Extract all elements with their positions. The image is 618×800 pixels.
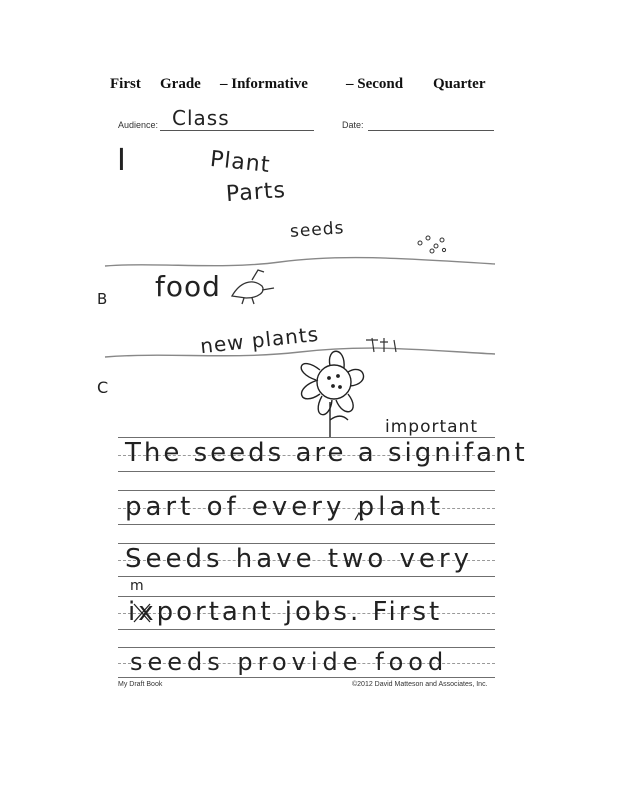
- flower-sketch-icon: [301, 351, 363, 438]
- outline-item-food: food: [155, 270, 221, 303]
- header-first: First: [110, 76, 141, 92]
- outline-letter-b: B: [97, 290, 109, 308]
- header-informative: – Informative: [220, 76, 308, 92]
- sprouts-sketch-icon: [366, 338, 396, 352]
- rule-base-4: [118, 629, 495, 630]
- outline-roman-one: I: [117, 143, 127, 178]
- wavy-separator-1: [105, 258, 495, 266]
- draft-line-4: ixportant jobs. First: [128, 597, 443, 627]
- outline-topic-line1: Plant: [208, 146, 272, 179]
- bird-sketch-icon: [232, 270, 274, 304]
- rule-base-2: [118, 524, 495, 525]
- draft-line-2: part of every plant: [125, 492, 444, 522]
- rule-base-1: [118, 471, 495, 472]
- draft-line-5: seeds provide food: [130, 648, 449, 676]
- rule-top-2: [118, 490, 495, 491]
- outline-item-seeds: seeds: [289, 218, 346, 242]
- draft-line-3: Seeds have two very: [125, 544, 473, 574]
- draft-insert-word: important: [385, 417, 478, 437]
- draft-insert-m: m: [130, 578, 145, 594]
- rule-base-5: [118, 677, 495, 678]
- seeds-sketch-icon: [418, 236, 446, 253]
- footer-copyright: ©2012 David Matteson and Associates, Inc.: [352, 681, 488, 688]
- outline-letter-c: C: [97, 378, 110, 397]
- outline-topic-line2: Parts: [225, 177, 287, 208]
- rule-base-3: [118, 576, 495, 577]
- footer-book-title: My Draft Book: [118, 681, 163, 688]
- header-quarter: Quarter: [433, 76, 486, 92]
- header-second: – Second: [346, 76, 404, 92]
- outline-item-new-plants: new plants: [199, 321, 321, 359]
- wavy-separator-2: [105, 348, 495, 357]
- audience-value: Class: [172, 106, 230, 130]
- header-grade: Grade: [160, 76, 201, 92]
- audience-label: Audience:: [118, 120, 159, 130]
- draft-line-1: The seeds are a signifant: [125, 438, 528, 468]
- date-label: Date:: [342, 120, 364, 130]
